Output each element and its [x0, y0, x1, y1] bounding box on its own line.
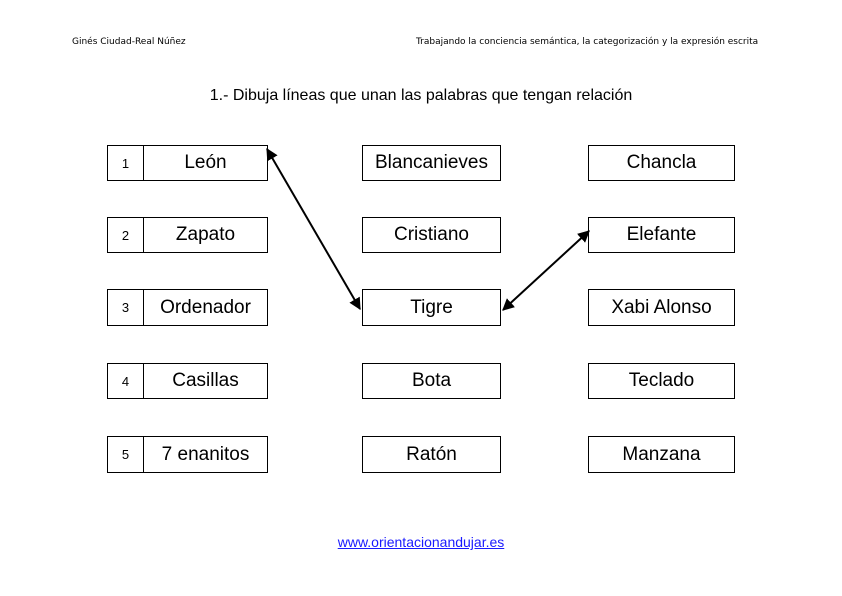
word-box-col1[interactable]: Casillas — [143, 363, 268, 399]
word-box-col3[interactable]: Teclado — [588, 363, 735, 399]
word-box-col2[interactable]: Bota — [362, 363, 501, 399]
row-number: 4 — [107, 363, 144, 399]
row-number: 5 — [107, 436, 144, 473]
word-box-col2[interactable]: Blancanieves — [362, 145, 501, 181]
arrow-leon-tigre — [267, 149, 360, 309]
word-box-col2[interactable]: Ratón — [362, 436, 501, 473]
row-number: 1 — [107, 145, 144, 181]
word-box-col1[interactable]: Zapato — [143, 217, 268, 253]
word-box-col3[interactable]: Manzana — [588, 436, 735, 473]
arrow-tigre-elefante — [503, 231, 589, 310]
word-box-col2[interactable]: Cristiano — [362, 217, 501, 253]
row-number: 2 — [107, 217, 144, 253]
word-box-col3[interactable]: Elefante — [588, 217, 735, 253]
word-box-col2[interactable]: Tigre — [362, 289, 501, 326]
row-number: 3 — [107, 289, 144, 326]
header-subject: Trabajando la conciencia semántica, la categorización y la expresión escrita — [416, 37, 759, 47]
word-box-col1[interactable]: Ordenador — [143, 289, 268, 326]
footer-link-container — [0, 534, 842, 550]
word-box-col3[interactable]: Xabi Alonso — [588, 289, 735, 326]
word-box-col3[interactable]: Chancla — [588, 145, 735, 181]
word-box-col1[interactable]: León — [143, 145, 268, 181]
website-link[interactable]: www.orientacionandujar.es — [337, 534, 505, 550]
word-box-col1[interactable]: 7 enanitos — [143, 436, 268, 473]
header-author: Ginés Ciudad-Real Núñez — [72, 37, 186, 47]
instruction-text: 1.- Dibuja líneas que unan las palabras que tengan relación — [209, 87, 633, 104]
